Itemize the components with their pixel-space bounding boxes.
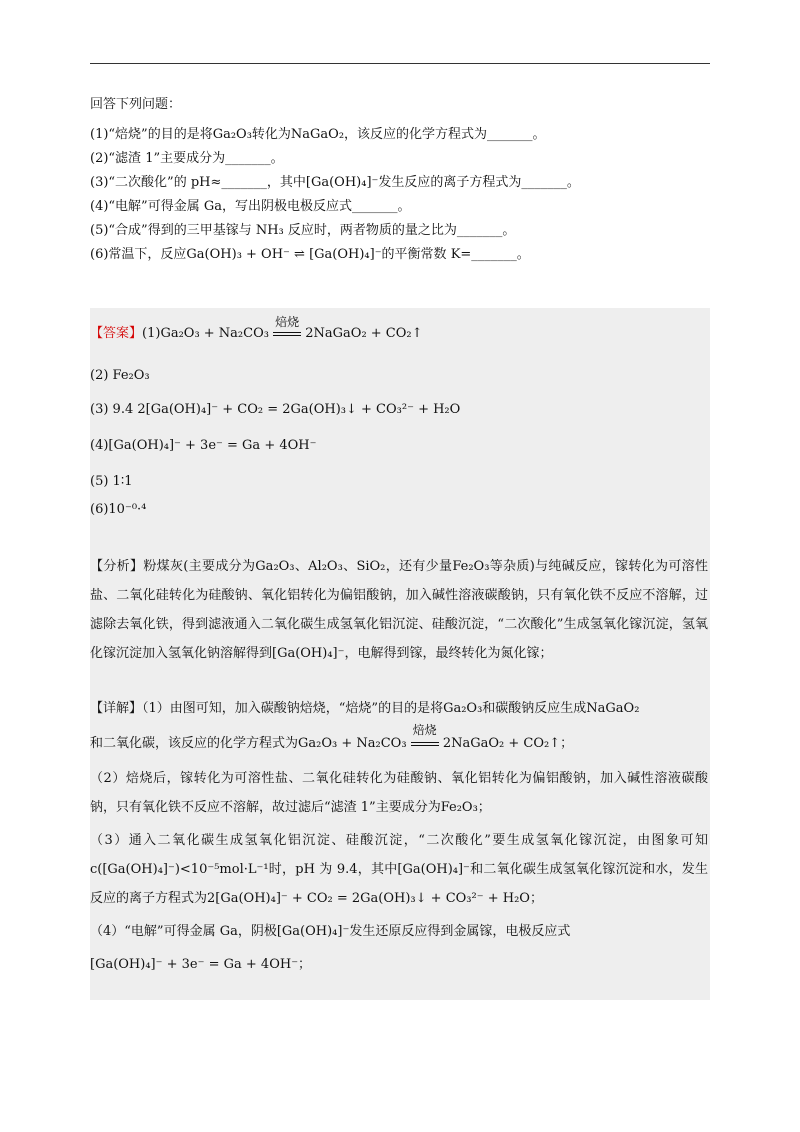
detail-tag: 【详解】 — [90, 701, 143, 716]
answer-1: 【答案】(1)Ga₂O₃ + Na₂CO₃ 焙烧 2NaGaO₂ + CO₂↑ — [90, 315, 423, 341]
detail-p1a: （1）由图可知，加入碳酸钠焙烧，“焙烧”的目的是将Ga₂O₃和碳酸钠反应生成NaGaO₂ — [142, 701, 640, 716]
question-3: (3)“二次酸化”的 pH≈_______，其中[Ga(OH)₄]⁻发生反应的离子方程式为_______。 — [90, 175, 580, 190]
answer-panel — [90, 308, 710, 1000]
detail-p2: （2）焙烧后，镓转化为可溶性盐、二氧化硅转化为硅酸钠、氧化铝转化为偏铝酸钠，加入碱性溶液碳酸钠，只有氧化铁不反应不溶解，故过滤后“滤渣 1”主要成分为Fe₂O₃； — [90, 771, 708, 815]
answer-4: (4)[Ga(OH)₄]⁻ + 3e⁻ = Ga + 4OH⁻ — [90, 438, 317, 453]
analysis-text: 粉煤灰(主要成分为Ga₂O₃、Al₂O₃、SiO₂，还有少量Fe₂O₃等杂质)与纯碱反应，镓转化为可溶性盐、二氧化硅转化为硅酸钠、氧化铝转化为偏铝酸钠，加入碱性溶液碳酸钠，只有氧化铁不反应不溶解，过滤除去氧化铁，得到滤液通入二氧化碳生成氢氧化铝沉淀、硅酸沉淀，“二次酸化”生成氢氧化镓沉淀，氢氧化镓沉淀加入氢氧化钠溶解得到[Ga(OH)₄]⁻，电解得到镓，最终转化为氮化镓； — [90, 559, 708, 661]
analysis-section — [90, 552, 708, 668]
questions-intro: 回答下列问题： — [90, 97, 182, 112]
question-4: (4)“电解”可得金属 Ga，写出阴极电极反应式_______。 — [90, 199, 411, 214]
reaction-condition-2: 焙烧 — [411, 729, 439, 758]
answer-tag: 【答案】 — [90, 326, 143, 341]
detail-p4a: （4）“电解”可得金属 Ga，阴极[Ga(OH)₄]⁻发生还原反应得到金属镓，电极反应式 — [90, 924, 571, 939]
question-1: (1)“焙烧”的目的是将Ga₂O₃转化为NaGaO₂，该反应的化学方程式为_______。 — [90, 127, 546, 142]
detail-section — [90, 694, 708, 979]
answer-5: (5) 1∶1 — [90, 474, 133, 489]
detail-p1b: 和二氧化碳，该反应的化学方程式为Ga₂O₃ + Na₂CO₃ 焙烧 2NaGaO₂ + CO₂↑； — [90, 729, 708, 758]
answer-6: (6)10⁻⁰·⁴ — [90, 502, 147, 517]
question-6: (6)常温下，反应Ga(OH)₃ + OH⁻ ⇌ [Ga(OH)₄]⁻的平衡常数 K=_______。 — [90, 247, 530, 262]
detail-p4b: [Ga(OH)₄]⁻ + 3e⁻ = Ga + 4OH⁻； — [90, 957, 312, 972]
question-5: (5)“合成”得到的三甲基镓与 NH₃ 反应时，两者物质的量之比为_______。 — [90, 223, 516, 238]
questions-block — [90, 95, 710, 269]
analysis-tag: 【分析】 — [90, 559, 144, 574]
detail-p3: （3）通入二氧化碳生成氢氧化铝沉淀、硅酸沉淀，“二次酸化”要生成氢氧化镓沉淀，由图象可知c([Ga(OH)₄]⁻)<10⁻⁵mol·L⁻¹时，pH 为 9.4，其中[Ga(OH)₄]⁻和二氧化碳生成氢氧化镓沉淀和水，发生反应的离子方程式为2[Ga(OH)₄]⁻ + CO₂ = 2Ga(OH)₃↓ + CO₃²⁻ + H₂O； — [90, 833, 708, 906]
answer-2: (2) Fe₂O₃ — [90, 368, 150, 383]
reaction-condition: 焙烧 — [273, 326, 301, 341]
question-2: (2)“滤渣 1”主要成分为_______。 — [90, 151, 284, 166]
header-rule — [90, 63, 710, 64]
answer-3: (3) 9.4 2[Ga(OH)₄]⁻ + CO₂ = 2Ga(OH)₃↓ + CO₃²⁻ + H₂O — [90, 402, 461, 417]
